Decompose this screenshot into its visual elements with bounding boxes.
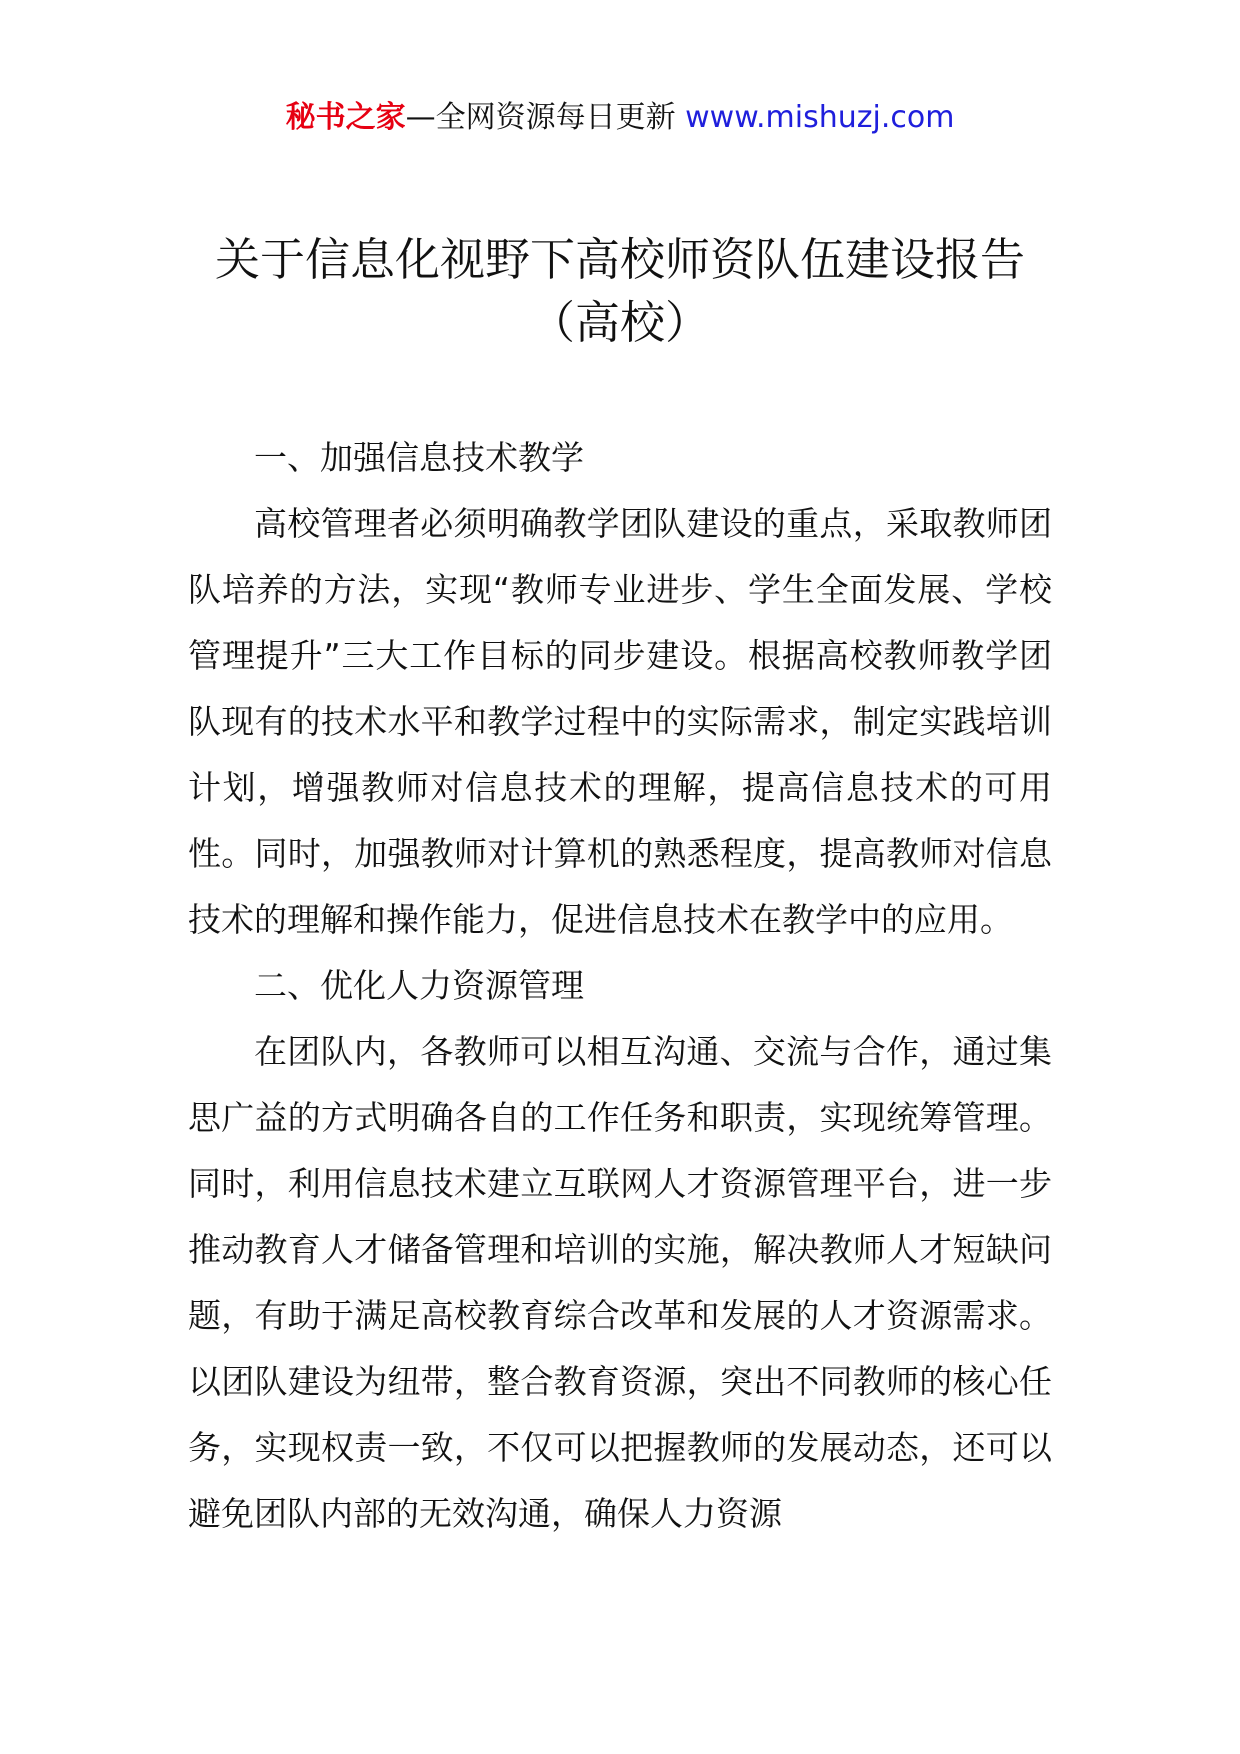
section-heading-1: 一、加强信息技术教学 [254, 438, 584, 477]
brand-name: 秘书之家 [285, 100, 406, 135]
site-banner [0, 98, 1240, 138]
section-heading-2: 二、优化人力资源管理 [254, 966, 584, 1005]
site-url-link[interactable]: www.mishuzj.com [685, 100, 955, 135]
section-paragraph-1: 高校管理者必须明确教学团队建设的重点，采取教师团队培养的方法，实现“教师专业进步、学生全面发展、学校管理提升”三大工作目标的同步建设。根据高校教师教学团队现有的技术水平和教学过程中的实际需求，制定实践培训计划，增强教师对信息技术的理解，提高信息技术的可用性。同时，加强教师对计算机的熟悉程度，提高教师对信息技术的理解和操作能力，促进信息技术在教学中的应用。 [188, 504, 1052, 939]
section-paragraph-2: 在团队内，各教师可以相互沟通、交流与合作，通过集思广益的方式明确各自的工作任务和职责，实现统筹管理。同时，利用信息技术建立互联网人才资源管理平台，进一步推动教育人才储备管理和培训的实施，解决教师人才短缺问题，有助于满足高校教育综合改革和发展的人才资源需求。以团队建设为纽带，整合教育资源，突出不同教师的核心任务，实现权责一致，不仅可以把握教师的发展动态，还可以避免团队内部的无效沟通，确保人力资源 [188, 1032, 1052, 1533]
title-line-2: （高校） [529, 296, 710, 349]
banner-slogan: —全网资源每日更新 [405, 100, 686, 135]
document-body [188, 425, 1052, 1547]
document-title [0, 228, 1240, 354]
title-line-1: 关于信息化视野下高校师资队伍建设报告 [214, 233, 1025, 286]
